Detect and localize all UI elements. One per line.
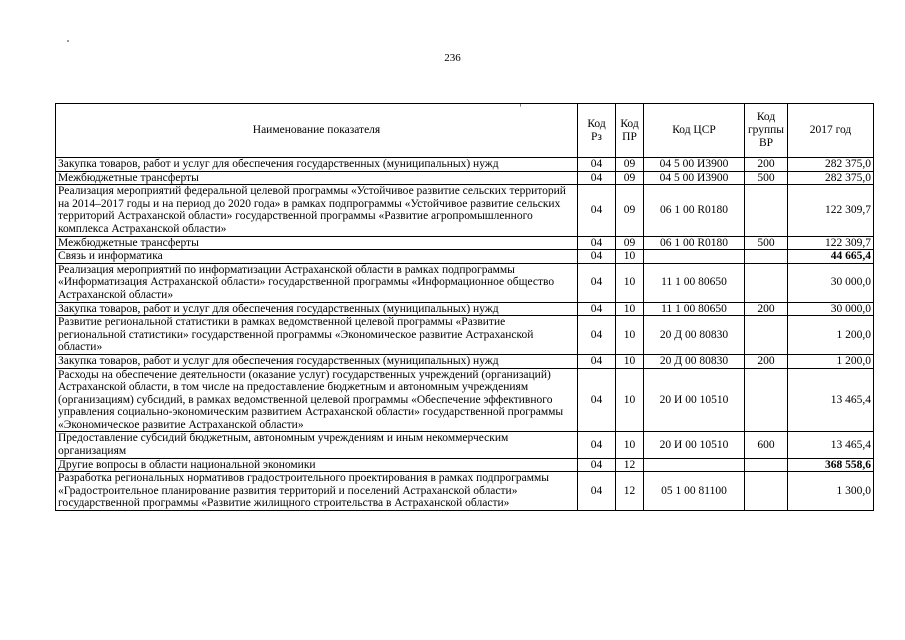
table-row xyxy=(56,250,874,264)
row-name: Другие вопросы в области национальной экономики xyxy=(56,458,578,472)
row-pr: 09 xyxy=(616,171,644,185)
row-csr xyxy=(644,458,745,472)
table-row xyxy=(56,316,874,355)
scan-speck xyxy=(67,40,69,42)
row-rz: 04 xyxy=(578,368,616,432)
table-header-row xyxy=(56,104,874,158)
row-vr: 200 xyxy=(745,302,788,316)
row-csr: 04 5 00 И3900 xyxy=(644,171,745,185)
row-name: Межбюджетные трансферты xyxy=(56,236,578,250)
table-row xyxy=(56,158,874,172)
row-name: Предоставление субсидий бюджетным, автономным учреждениям и иным некоммерческим организациям xyxy=(56,432,578,458)
row-amount: 30 000,0 xyxy=(788,302,874,316)
row-csr: 20 Д 00 80830 xyxy=(644,354,745,368)
row-rz: 04 xyxy=(578,458,616,472)
budget-table xyxy=(55,103,874,511)
row-vr xyxy=(745,458,788,472)
row-name: Реализация мероприятий по информатизации Астраханской области в рамках подпрограммы «Информатизация Астраханской области» государственной программы «Информационное общество Астраханской области» xyxy=(56,263,578,302)
row-rz: 04 xyxy=(578,185,616,236)
header-name: Наименование показателя xyxy=(56,104,578,158)
header-vr: Код группы ВР xyxy=(745,104,788,158)
row-csr: 04 5 00 И3900 xyxy=(644,158,745,172)
row-csr: 20 И 00 10510 xyxy=(644,368,745,432)
row-vr: 200 xyxy=(745,354,788,368)
row-csr: 20 И 00 10510 xyxy=(644,432,745,458)
row-pr: 10 xyxy=(616,250,644,264)
row-pr: 10 xyxy=(616,368,644,432)
row-rz: 04 xyxy=(578,316,616,355)
row-pr: 10 xyxy=(616,432,644,458)
row-amount: 122 309,7 xyxy=(788,185,874,236)
row-vr: 500 xyxy=(745,171,788,185)
row-rz: 04 xyxy=(578,302,616,316)
row-amount: 1 300,0 xyxy=(788,472,874,511)
row-csr: 06 1 00 R0180 xyxy=(644,236,745,250)
row-vr: 600 xyxy=(745,432,788,458)
row-pr: 09 xyxy=(616,158,644,172)
row-name: Закупка товаров, работ и услуг для обеспечения государственных (муниципальных) нужд xyxy=(56,158,578,172)
row-vr xyxy=(745,472,788,511)
table-row xyxy=(56,458,874,472)
page-number: 236 xyxy=(444,52,461,64)
row-rz: 04 xyxy=(578,354,616,368)
row-rz: 04 xyxy=(578,263,616,302)
row-amount: 13 465,4 xyxy=(788,368,874,432)
header-rz: Код Рз xyxy=(578,104,616,158)
header-pr: Код ПР xyxy=(616,104,644,158)
row-pr: 10 xyxy=(616,354,644,368)
table-row xyxy=(56,472,874,511)
row-rz: 04 xyxy=(578,158,616,172)
row-vr xyxy=(745,185,788,236)
row-name: Разработка региональных нормативов градостроительного проектирования в рамках подпрограммы «Градостроительное планирование развития территорий и поселений Астраханской области» государственной программы «Развитие жилищного строительства в Астраханской области» xyxy=(56,472,578,511)
row-rz: 04 xyxy=(578,432,616,458)
row-amount: 282 375,0 xyxy=(788,158,874,172)
row-vr: 500 xyxy=(745,236,788,250)
table-row xyxy=(56,432,874,458)
row-amount: 282 375,0 xyxy=(788,171,874,185)
table-row xyxy=(56,185,874,236)
row-name: Реализация мероприятий федеральной целевой программы «Устойчивое развитие сельских территорий на 2014–2017 годы и на период до 2020 года» в рамках подпрограммы «Устойчивое развитие сельских территорий Астраханской области» государственной программы «Развитие агропромышленного комплекса Астраханской области» xyxy=(56,185,578,236)
row-amount: 1 200,0 xyxy=(788,316,874,355)
header-amount: 2017 год xyxy=(788,104,874,158)
row-pr: 10 xyxy=(616,263,644,302)
row-pr: 09 xyxy=(616,185,644,236)
row-pr: 10 xyxy=(616,302,644,316)
row-pr: 12 xyxy=(616,472,644,511)
row-amount: 30 000,0 xyxy=(788,263,874,302)
row-csr xyxy=(644,250,745,264)
row-csr: 11 1 00 80650 xyxy=(644,302,745,316)
row-csr: 11 1 00 80650 xyxy=(644,263,745,302)
row-rz: 04 xyxy=(578,171,616,185)
table-row xyxy=(56,263,874,302)
row-vr xyxy=(745,368,788,432)
row-name: Закупка товаров, работ и услуг для обеспечения государственных (муниципальных) нужд xyxy=(56,302,578,316)
table-row xyxy=(56,368,874,432)
row-vr xyxy=(745,263,788,302)
row-name: Связь и информатика xyxy=(56,250,578,264)
row-amount: 122 309,7 xyxy=(788,236,874,250)
row-amount: 13 465,4 xyxy=(788,432,874,458)
row-rz: 04 xyxy=(578,236,616,250)
row-pr: 09 xyxy=(616,236,644,250)
row-amount: 368 558,6 xyxy=(788,458,874,472)
table-row xyxy=(56,236,874,250)
table-row xyxy=(56,302,874,316)
row-pr: 12 xyxy=(616,458,644,472)
row-amount: 44 665,4 xyxy=(788,250,874,264)
table-row xyxy=(56,354,874,368)
row-vr xyxy=(745,316,788,355)
row-rz: 04 xyxy=(578,472,616,511)
table-row xyxy=(56,171,874,185)
row-name: Расходы на обеспечение деятельности (оказание услуг) государственных учреждений (организаций) Астраханской области, в том числе на предоставление бюджетным и автономным учреждениям (организациям) субсидий, в рамках ведомственной целевой программы «Обеспечение эффективного управления социально-экономическим развитием Астраханской области» государственной программы «Экономическое развитие Астраханской области» xyxy=(56,368,578,432)
row-csr: 20 Д 00 80830 xyxy=(644,316,745,355)
row-csr: 05 1 00 81100 xyxy=(644,472,745,511)
row-name: Закупка товаров, работ и услуг для обеспечения государственных (муниципальных) нужд xyxy=(56,354,578,368)
row-vr xyxy=(745,250,788,264)
row-rz: 04 xyxy=(578,250,616,264)
row-name: Развитие региональной статистики в рамках ведомственной целевой программы «Развитие региональной статистики» государственной программы «Экономическое развитие Астраханской области» xyxy=(56,316,578,355)
row-amount: 1 200,0 xyxy=(788,354,874,368)
header-csr: Код ЦСР xyxy=(644,104,745,158)
row-name: Межбюджетные трансферты xyxy=(56,171,578,185)
row-pr: 10 xyxy=(616,316,644,355)
row-csr: 06 1 00 R0180 xyxy=(644,185,745,236)
row-vr: 200 xyxy=(745,158,788,172)
